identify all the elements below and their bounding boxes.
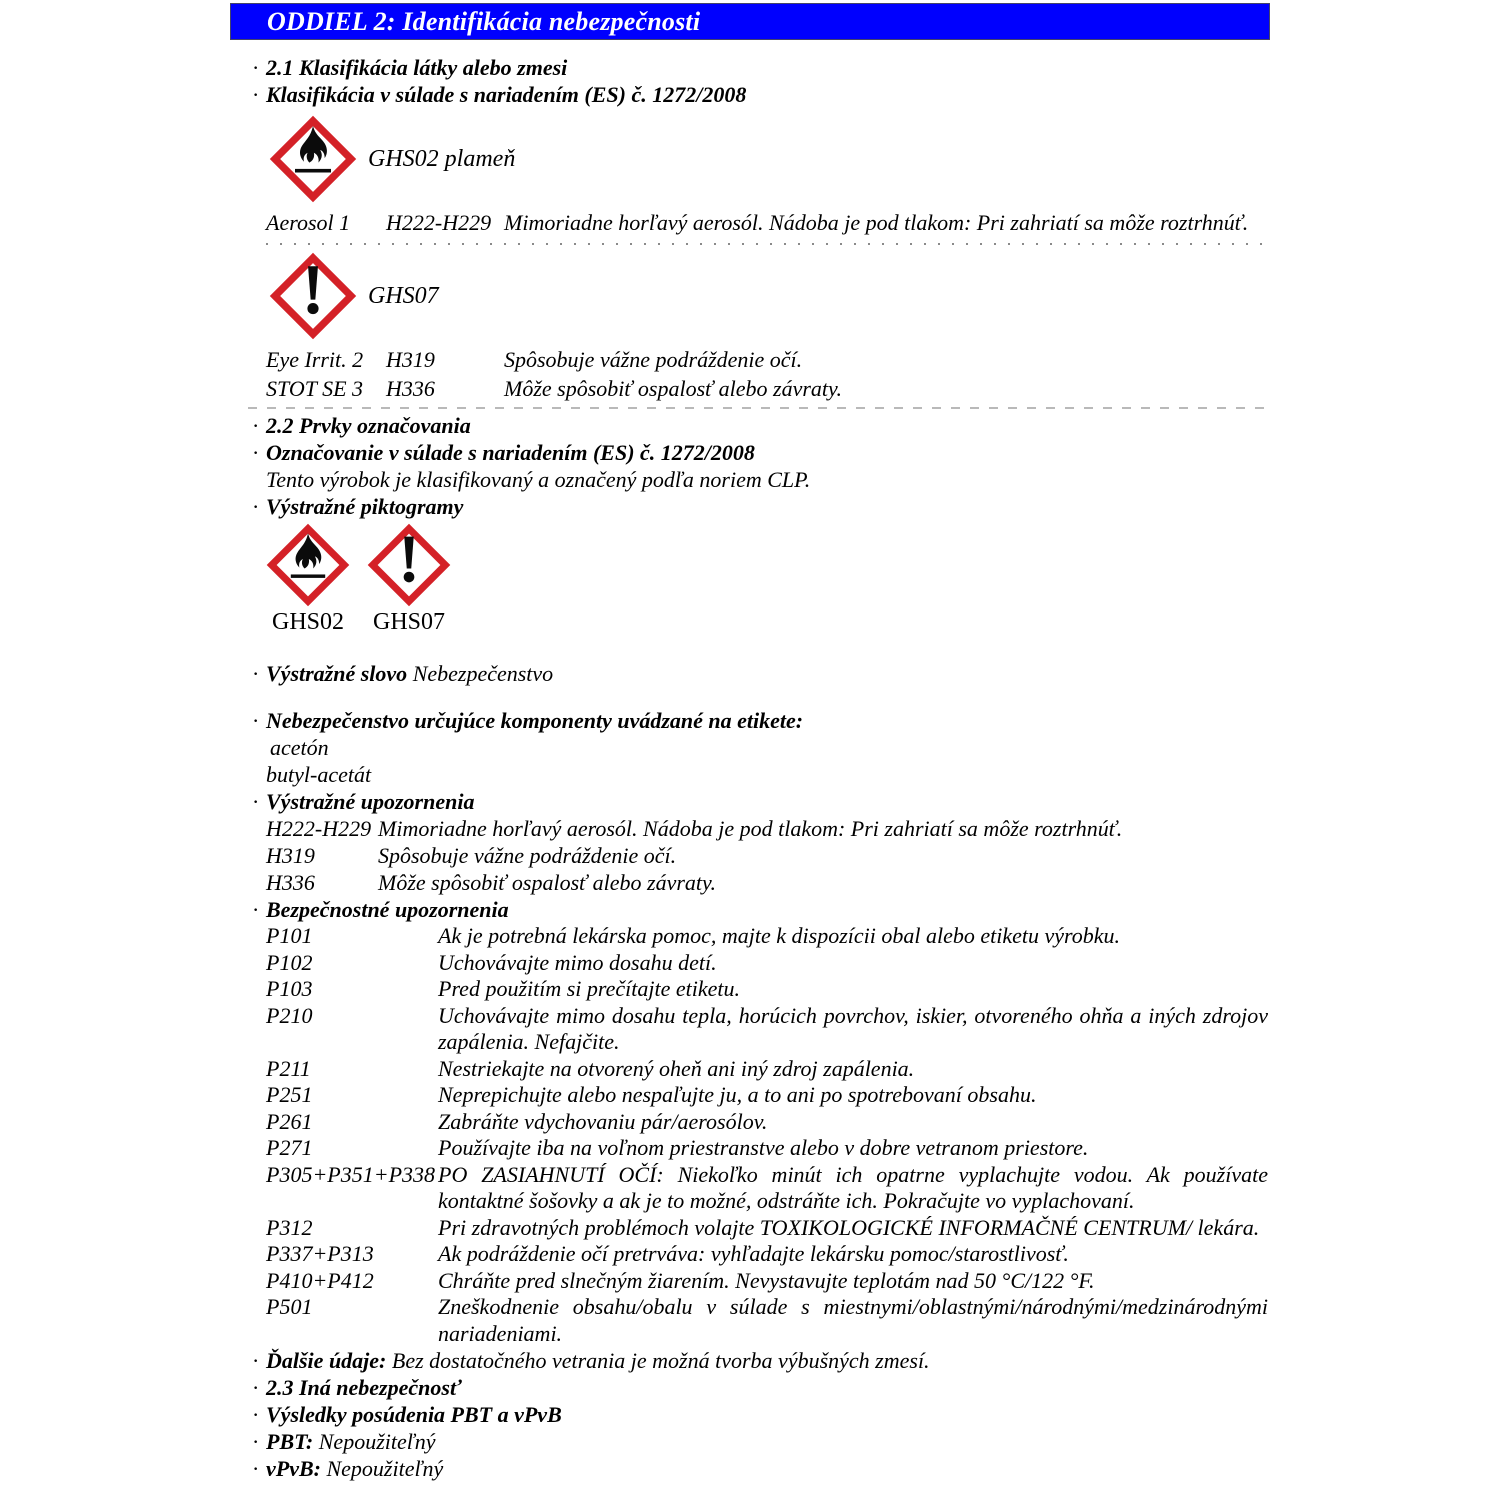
hazard-class-row: [266, 208, 1268, 237]
heading-labeling: · Označovanie v súlade s nariadením (ES) č. 1272/2008: [266, 439, 1268, 466]
hazard-statement: Spôsobuje vážne podráždenie očí.: [504, 347, 803, 372]
label-component: acetón: [270, 735, 329, 760]
p-text: Ak je potrebná lekárska pomoc, majte k dispozícii obal alebo etiketu výrobku.: [438, 923, 1121, 948]
p-statement-row: [266, 923, 1268, 950]
heading-hazard-statements: · Výstražné upozornenia: [266, 788, 1268, 815]
pbt-label: PBT:: [266, 1429, 314, 1454]
p-text: Ak podráždenie očí pretrváva: vyhľadajte lekársku pomoc/starostlivosť.: [438, 1241, 1069, 1266]
p-text: Používajte iba na voľnom priestranstve alebo v dobre vetranom priestore.: [438, 1135, 1089, 1160]
p-statement-row: [266, 1215, 1268, 1242]
heading-2-1: · 2.1 Klasifikácia látky alebo zmesi: [266, 54, 1268, 81]
p-statement-row: [266, 1109, 1268, 1136]
p-statement-row: [266, 1268, 1268, 1295]
dotted-divider: [266, 242, 1268, 245]
p-text: Zabráňte vdychovaniu pár/aerosólov.: [438, 1108, 768, 1134]
hazard-statement: Mimoriadne horľavý aerosól. Nádoba je pod tlakom: Pri zahriatí sa môže roztrhnúť.: [504, 210, 1249, 235]
p-statement-row: [266, 976, 1268, 1003]
p-code: P251: [266, 1082, 313, 1107]
ghs07-pictogram-label: GHS07: [368, 282, 439, 309]
other-data-label: Ďalšie údaje:: [266, 1348, 387, 1373]
p-text: Uchovávajte mimo dosahu detí.: [438, 949, 717, 975]
p-text: PO ZASIAHNUTÍ OČÍ: Niekoľko minút ich opatrne vyplachujte vodou. Ak používate kontaktné šošovky a ak je to možné, odstráňte ich. Pokračujte vo vyplachovaní.: [438, 1161, 1268, 1213]
p-code: P101: [266, 923, 313, 948]
heading-precautionary-statements: · Bezpečnostné upozornenia: [266, 896, 1268, 923]
h-text: Mimoriadne horľavý aerosól. Nádoba je pod tlakom: Pri zahriatí sa môže roztrhnúť.: [378, 816, 1123, 841]
heading-pictograms: · Výstražné piktogramy: [266, 493, 1268, 520]
p-text: Chráňte pred slnečným žiarením. Nevystavujte teplotám nad 50 °C/122 °F.: [438, 1267, 1095, 1293]
hazard-codes: H336: [386, 376, 435, 401]
hazard-class-row: [266, 374, 1268, 403]
p-text: Nestriekajte na otvorený oheň ani iný zdroj zapálenia.: [438, 1055, 915, 1081]
p-text: Pred použitím si prečítajte etiketu.: [438, 976, 741, 1001]
hazard-codes: H222-H229: [386, 210, 492, 235]
clp-note: Tento výrobok je klasifikovaný a označený podľa noriem CLP.: [266, 467, 811, 492]
heading-2-3: · 2.3 Iná nebezpečnosť: [266, 1374, 1268, 1401]
ghs07-exclamation-pictogram-icon: [366, 522, 452, 608]
heading-label-components: · Nebezpečenstvo určujúce komponenty uvádzané na etikete:: [266, 707, 1268, 734]
p-code: P501: [266, 1294, 313, 1319]
p-code: P271: [266, 1135, 313, 1160]
p-code: P312: [266, 1214, 313, 1240]
label-component: butyl-acetát: [266, 762, 372, 787]
p-code: P210: [266, 1002, 313, 1028]
p-statement-row: [266, 1056, 1268, 1083]
ghs02-flame-pictogram-icon: [265, 522, 351, 608]
p-statement-row: [266, 1294, 1268, 1347]
document-content: [266, 54, 1268, 1482]
vpvb-line: [266, 1455, 1268, 1482]
p-statement-row: [266, 950, 1268, 977]
ghs07-pictogram-item: [363, 522, 455, 636]
p-statement-row: [266, 1241, 1268, 1268]
p-text: Pri zdravotných problémoch volajte TOXIKOLOGICKÉ INFORMAČNÉ CENTRUM/ lekára.: [438, 1214, 1260, 1240]
pbt-line: [266, 1428, 1268, 1455]
hazard-class: Eye Irrit. 2: [266, 347, 364, 372]
p-code: P103: [266, 976, 313, 1001]
hazard-class: Aerosol 1: [266, 210, 351, 235]
p-text: Uchovávajte mimo dosahu tepla, horúcich povrchov, iskier, otvoreného ohňa a iných zdrojov zapálenia. Nefajčite.: [438, 1002, 1268, 1054]
ghs07-exclamation-pictogram-icon: [268, 251, 358, 341]
signal-word-value: Nebezpečenstvo: [412, 661, 554, 686]
h-statement-row: [266, 842, 1268, 869]
p-text: Zneškodnenie obsahu/obalu v súlade s miestnymi/oblastnými/národnými/medzinárodnými nariadeniami.: [438, 1294, 1268, 1346]
h-text: Môže spôsobiť ospalosť alebo závraty.: [378, 870, 717, 895]
p-statement-row: [266, 1003, 1268, 1056]
h-statement-row: [266, 869, 1268, 896]
hazard-statement: Môže spôsobiť ospalosť alebo závraty.: [504, 376, 843, 401]
ghs02-flame-pictogram-icon: [268, 114, 358, 204]
p-statement-row: [266, 1135, 1268, 1162]
warning-pictograms-group: [262, 522, 1268, 636]
heading-clp-classification: · Klasifikácia v súlade s nariadením (ES) č. 1272/2008: [266, 81, 1268, 108]
vpvb-value: Nepoužiteľný: [326, 1456, 444, 1481]
section-header-bar: [230, 3, 1270, 40]
p-code: P410+P412: [266, 1267, 374, 1293]
p-text: Neprepichujte alebo nespaľujte ju, a to ani po spotrebovaní obsahu.: [438, 1082, 1037, 1107]
h-text: Spôsobuje vážne podráždenie očí.: [378, 843, 677, 868]
section-title: ODDIEL 2: Identifikácia nebezpečnosti: [267, 6, 701, 36]
p-code: P305+P351+P338: [266, 1161, 436, 1187]
p-code: P102: [266, 949, 313, 975]
heading-2-2: · 2.2 Prvky označovania: [266, 412, 1268, 439]
h-code: H222-H229: [266, 816, 372, 841]
h-code: H319: [266, 843, 315, 868]
ghs02-caption: GHS02: [271, 609, 344, 635]
p-statement-row: [266, 1082, 1268, 1109]
other-data-text: Bez dostatočného vetrania je možná tvorba výbušných zmesí.: [391, 1348, 930, 1373]
other-data-line: [266, 1347, 1268, 1374]
p-code: P211: [266, 1055, 311, 1081]
p-code: P337+P313: [266, 1241, 374, 1266]
ghs07-caption: GHS07: [372, 609, 445, 635]
pbt-value: Nepoužiteľný: [318, 1429, 436, 1454]
signal-word-label: Výstražné slovo: [266, 661, 408, 686]
dashed-divider: [248, 406, 1268, 409]
hazard-codes: H319: [386, 347, 435, 372]
hazard-class-row: [266, 345, 1268, 374]
heading-pbt-results: · Výsledky posúdenia PBT a vPvB: [266, 1401, 1268, 1428]
signal-word-line: [266, 660, 1268, 687]
vpvb-label: vPvB:: [266, 1456, 321, 1481]
h-code: H336: [266, 870, 315, 895]
ghs02-pictogram-item: [262, 522, 354, 636]
h-statement-row: [266, 815, 1268, 842]
ghs02-pictogram-label: GHS02 plameň: [368, 145, 516, 172]
p-code: P261: [266, 1108, 313, 1134]
hazard-class: STOT SE 3: [266, 376, 364, 401]
p-statement-row: [266, 1162, 1268, 1215]
ghs07-pictogram-row: [268, 251, 1268, 341]
ghs02-pictogram-row: [268, 114, 1268, 204]
